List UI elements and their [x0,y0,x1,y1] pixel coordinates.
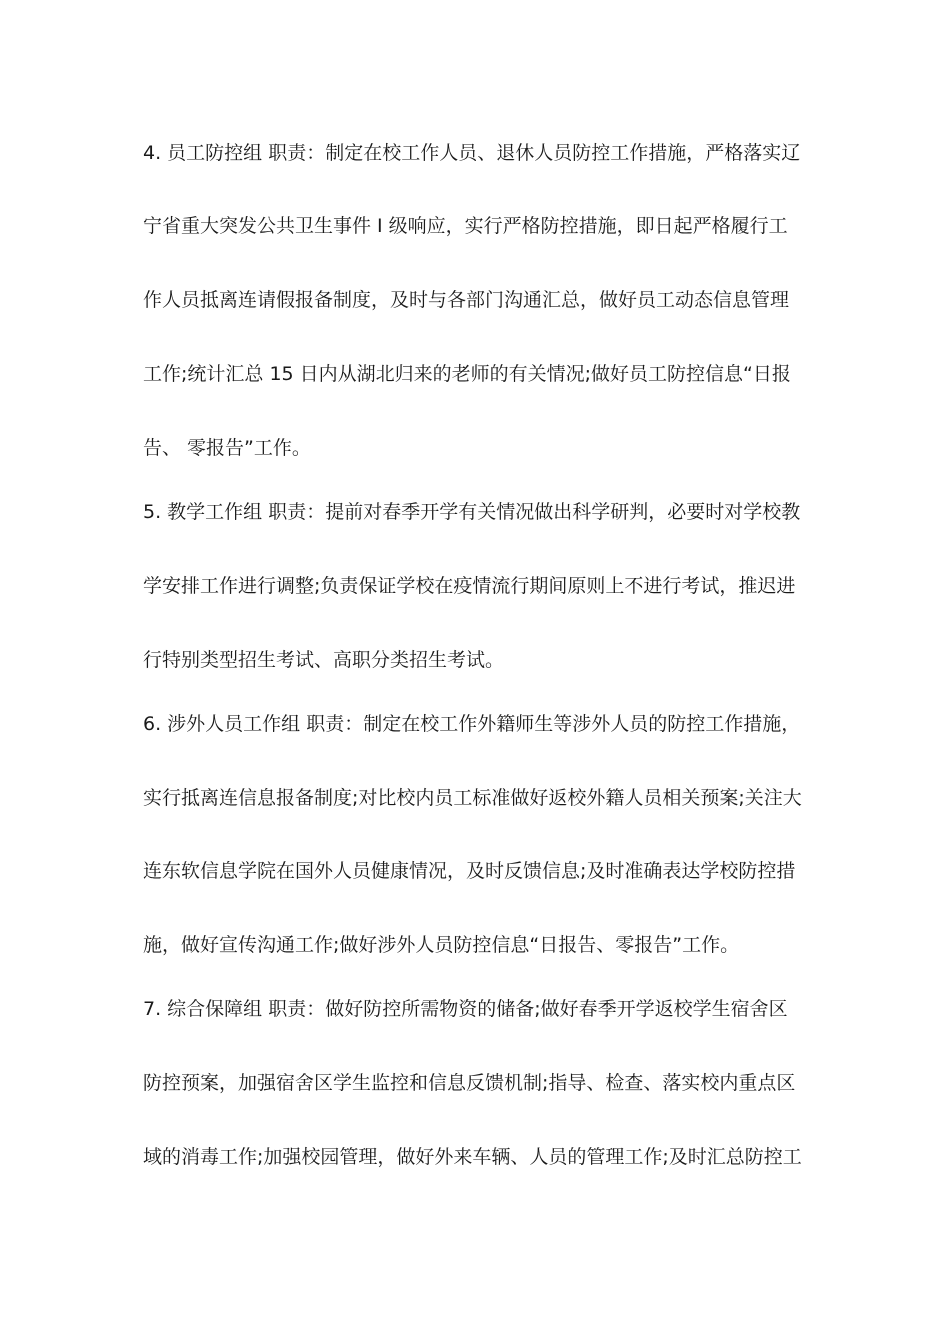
text-line: 7. 综合保障组 职责：做好防控所需物资的储备;做好春季开学返校学生宿舍区 [143,998,788,1020]
text-line: 6. 涉外人员工作组 职责：制定在校工作外籍师生等涉外人员的防控工作措施， [143,713,801,735]
text-line: 域的消毒工作;加强校园管理，做好外来车辆、人员的管理工作;及时汇总防控工 [143,1146,802,1168]
text-line: 告、 零报告”工作。 [143,437,311,459]
text-line: 4. 员工防控组 职责：制定在校工作人员、退休人员防控工作措施，严格落实辽 [143,142,801,164]
text-line: 5. 教学工作组 职责：提前对春季开学有关情况做出科学研判，必要时对学校教 [143,501,801,523]
text-line: 学安排工作进行调整;负责保证学校在疫情流行期间原则上不进行考试，推迟进 [143,575,796,597]
text-line: 作人员抵离连请假报备制度，及时与各部门沟通汇总，做好员工动态信息管理 [143,289,790,311]
text-line: 防控预案，加强宿舍区学生监控和信息反馈机制;指导、检查、落实校内重点区 [143,1072,796,1094]
text-line: 行特别类型招生考试、高职分类招生考试。 [143,649,505,671]
text-line: 连东软信息学院在国外人员健康情况，及时反馈信息;及时准确表达学校防控措 [143,860,796,882]
text-line: 施，做好宣传沟通工作;做好涉外人员防控信息“日报告、零报告”工作。 [143,934,740,956]
text-line: 宁省重大突发公共卫生事件 I 级响应，实行严格防控措施，即日起严格履行工 [143,215,788,237]
text-line: 实行抵离连信息报备制度;对比校内员工标准做好返校外籍人员相关预案;关注大 [143,787,802,809]
text-line: 工作;统计汇总 15 日内从湖北归来的老师的有关情况;做好员工防控信息“日报 [143,363,791,385]
